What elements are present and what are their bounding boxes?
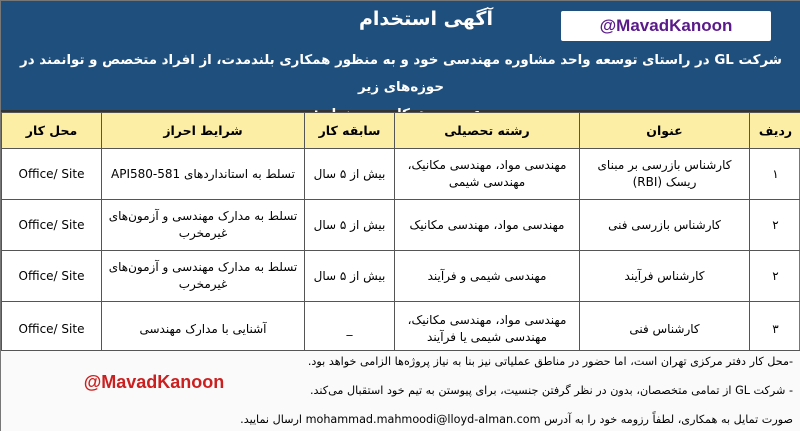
notes-section xyxy=(1,350,800,431)
page-title: آگهی استخدام xyxy=(358,8,493,30)
education-field: مهندسی مواد، مهندسی مکانیک، مهندسی شیمی xyxy=(395,149,580,200)
row-number: ۲ xyxy=(750,200,800,251)
position-title: کارشناس فرآیند xyxy=(580,251,750,302)
table-row xyxy=(2,149,800,200)
note-work-location: -محل کار دفتر مرکزی تهران است، اما حضور در مناطق عملیاتی نیز بنا به نیاز پروژه‌ها الزامی خواهد بود. xyxy=(307,355,793,368)
note-apply xyxy=(193,413,793,427)
positions-table xyxy=(1,112,800,357)
experience: بیش از ۵ سال xyxy=(305,149,395,200)
col-header-row-number: ردیف xyxy=(750,113,800,149)
education-field: مهندسی مواد، مهندسی مکانیک، مهندسی شیمی یا فرآیند xyxy=(395,302,580,357)
advert-header xyxy=(1,1,800,112)
apply-text-before: صورت تمایل به همکاری، لطفاً رزومه خود را به آدرس xyxy=(544,413,793,426)
note-equal-opportunity: - شرکت GL از تمامی متخصصان، بدون در نظر گرفتن جنسیت، برای پیوستن به تیم خود استقبال می‌کند. xyxy=(309,384,793,397)
requirements: تسلط به مدارک مهندسی و آزمون‌های غیرمخرب xyxy=(102,251,305,302)
work-location: Office/ Site xyxy=(2,149,102,200)
row-number: ۳ xyxy=(750,302,800,357)
table-row xyxy=(2,302,800,357)
experience: _ xyxy=(305,302,395,357)
col-header-requirements: شرایط احراز xyxy=(102,113,305,149)
work-location: Office/ Site xyxy=(2,251,102,302)
intro-line-1: شرکت GL در راستای توسعه واحد مشاوره مهندسی خود و به منظور همکاری بلندمدت، از افراد متخصص و توانمند در حوزه‌های زیر xyxy=(20,53,782,95)
col-header-experience: سابقه کار xyxy=(305,113,395,149)
work-location: Office/ Site xyxy=(2,302,102,357)
col-header-title: عنوان xyxy=(580,113,750,149)
col-header-field: رشته تحصیلی xyxy=(395,113,580,149)
position-title: کارشناس بازرسی فنی xyxy=(580,200,750,251)
col-header-location: محل کار xyxy=(2,113,102,149)
apply-text-after: ارسال نمایید. xyxy=(240,413,303,426)
requirements: تسلط به استانداردهای API580-581 xyxy=(102,149,305,200)
work-location: Office/ Site xyxy=(2,200,102,251)
table-row xyxy=(2,251,800,302)
position-title: کارشناس فنی xyxy=(580,302,750,357)
requirements: تسلط به مدارک مهندسی و آزمون‌های غیرمخرب xyxy=(102,200,305,251)
education-field: مهندسی مواد، مهندسی مکانیک xyxy=(395,200,580,251)
contact-email-link[interactable]: mohammad.mahmoodi@lloyd-alman.com xyxy=(305,413,541,426)
watermark-handle[interactable]: @MavadKanoon xyxy=(83,371,225,392)
row-number: ۲ xyxy=(750,251,800,302)
education-field: مهندسی شیمی و فرآیند xyxy=(395,251,580,302)
table-row xyxy=(2,200,800,251)
position-title: کارشناس بازرسی بر مبنای ریسک (RBI) xyxy=(580,149,750,200)
experience: بیش از ۵ سال xyxy=(305,251,395,302)
requirements: آشنایی با مدارک مهندسی xyxy=(102,302,305,357)
row-number: ۱ xyxy=(750,149,800,200)
table-header-row xyxy=(2,113,800,149)
experience: بیش از ۵ سال xyxy=(305,200,395,251)
channel-handle[interactable]: @MavadKanoon xyxy=(561,11,771,41)
